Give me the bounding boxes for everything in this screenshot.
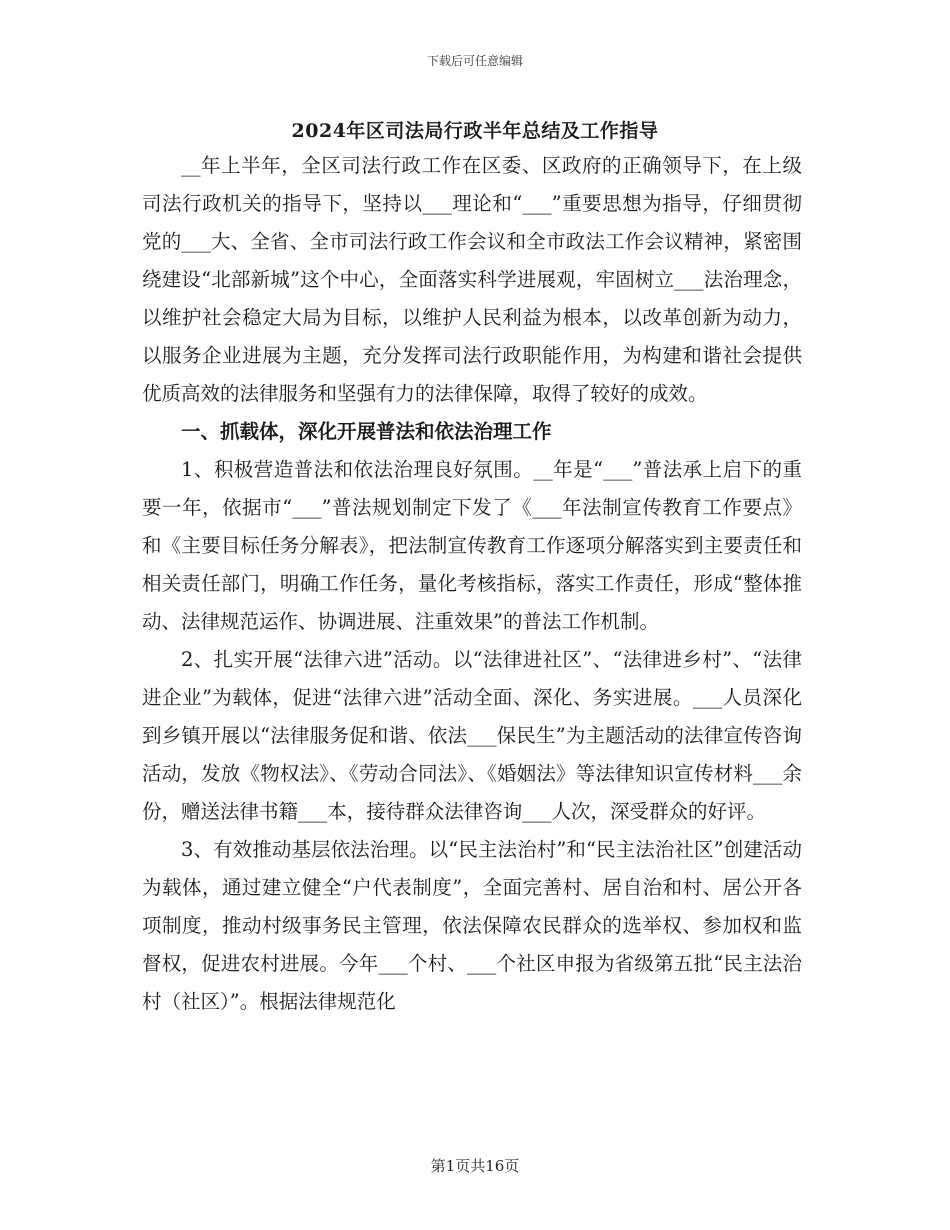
paragraph-item-2: 2、扎实开展“法律六进”活动。以“法律进社区”、“法律进乡村”、“法律进企业”为载体，促进“法律六进”活动全面、深化、务实进展。___人员深化到乡镇开展以“法律服务促和谐、依法___保民生”为主题活动的法律宣传咨询活动，发放《物权法》、《劳动合同法》、《婚姻法》等法律知识宣传材料___余份，赠送法律书籍___本，接待群众法律咨询___人次，深受群众的好评。: [142, 648, 802, 823]
paragraph-item-3: 3、有效推动基层依法治理。以“民主法治村”和“民主法治社区”创建活动为载体，通过建立健全“户代表制度”，全面完善村、居自治和村、居公开各项制度，推动村级事务民主管理，依法保障农民群众的选举权、参加权和监督权，促进农村进展。今年___个村、___个社区申报为省级第五批“民主法治村（社区）”。根据法律规范化: [142, 838, 802, 1013]
page-number-footer: 第1页共16页: [430, 1157, 520, 1175]
paragraph-item-1: 1、积极营造普法和依法治理良好氛围。__年是“___”普法承上启下的重要一年，依据市“___”普法规划制定下发了《___年法制宣传教育工作要点》和《主要目标任务分解表》，把法制宣传教育工作逐项分解落实到主要责任和相关责任部门，明确工作任务，量化考核指标，落实工作责任，形成“整体推动、法律规范运作、协调进展、注重效果”的普法工作机制。: [142, 458, 802, 633]
document-title: 2024年区司法局行政半年总结及工作指导: [291, 120, 659, 142]
section-heading-1: 一、抓载体，深化开展普法和依法治理工作: [181, 420, 552, 443]
page-header-note: 下载后可任意编辑: [426, 54, 523, 68]
intro-paragraph: __年上半年，全区司法行政工作在区委、区政府的正确领导下，在上级司法行政机关的指导下，坚持以___理论和“___”重要思想为指导，仔细贯彻党的___大、全省、全市司法行政工作会议和全市政法工作会议精神，紧密围绕建设“北部新城”这个中心，全面落实科学进展观，牢固树立___法治理念，以维护社会稳定大局为目标，以维护人民利益为根本，以改革创新为动力，以服务企业进展为主题，充分发挥司法行政职能作用，为构建和谐社会提供优质高效的法律服务和坚强有力的法律保障，取得了较好的成效。: [142, 154, 802, 405]
document-body: [142, 147, 802, 1021]
